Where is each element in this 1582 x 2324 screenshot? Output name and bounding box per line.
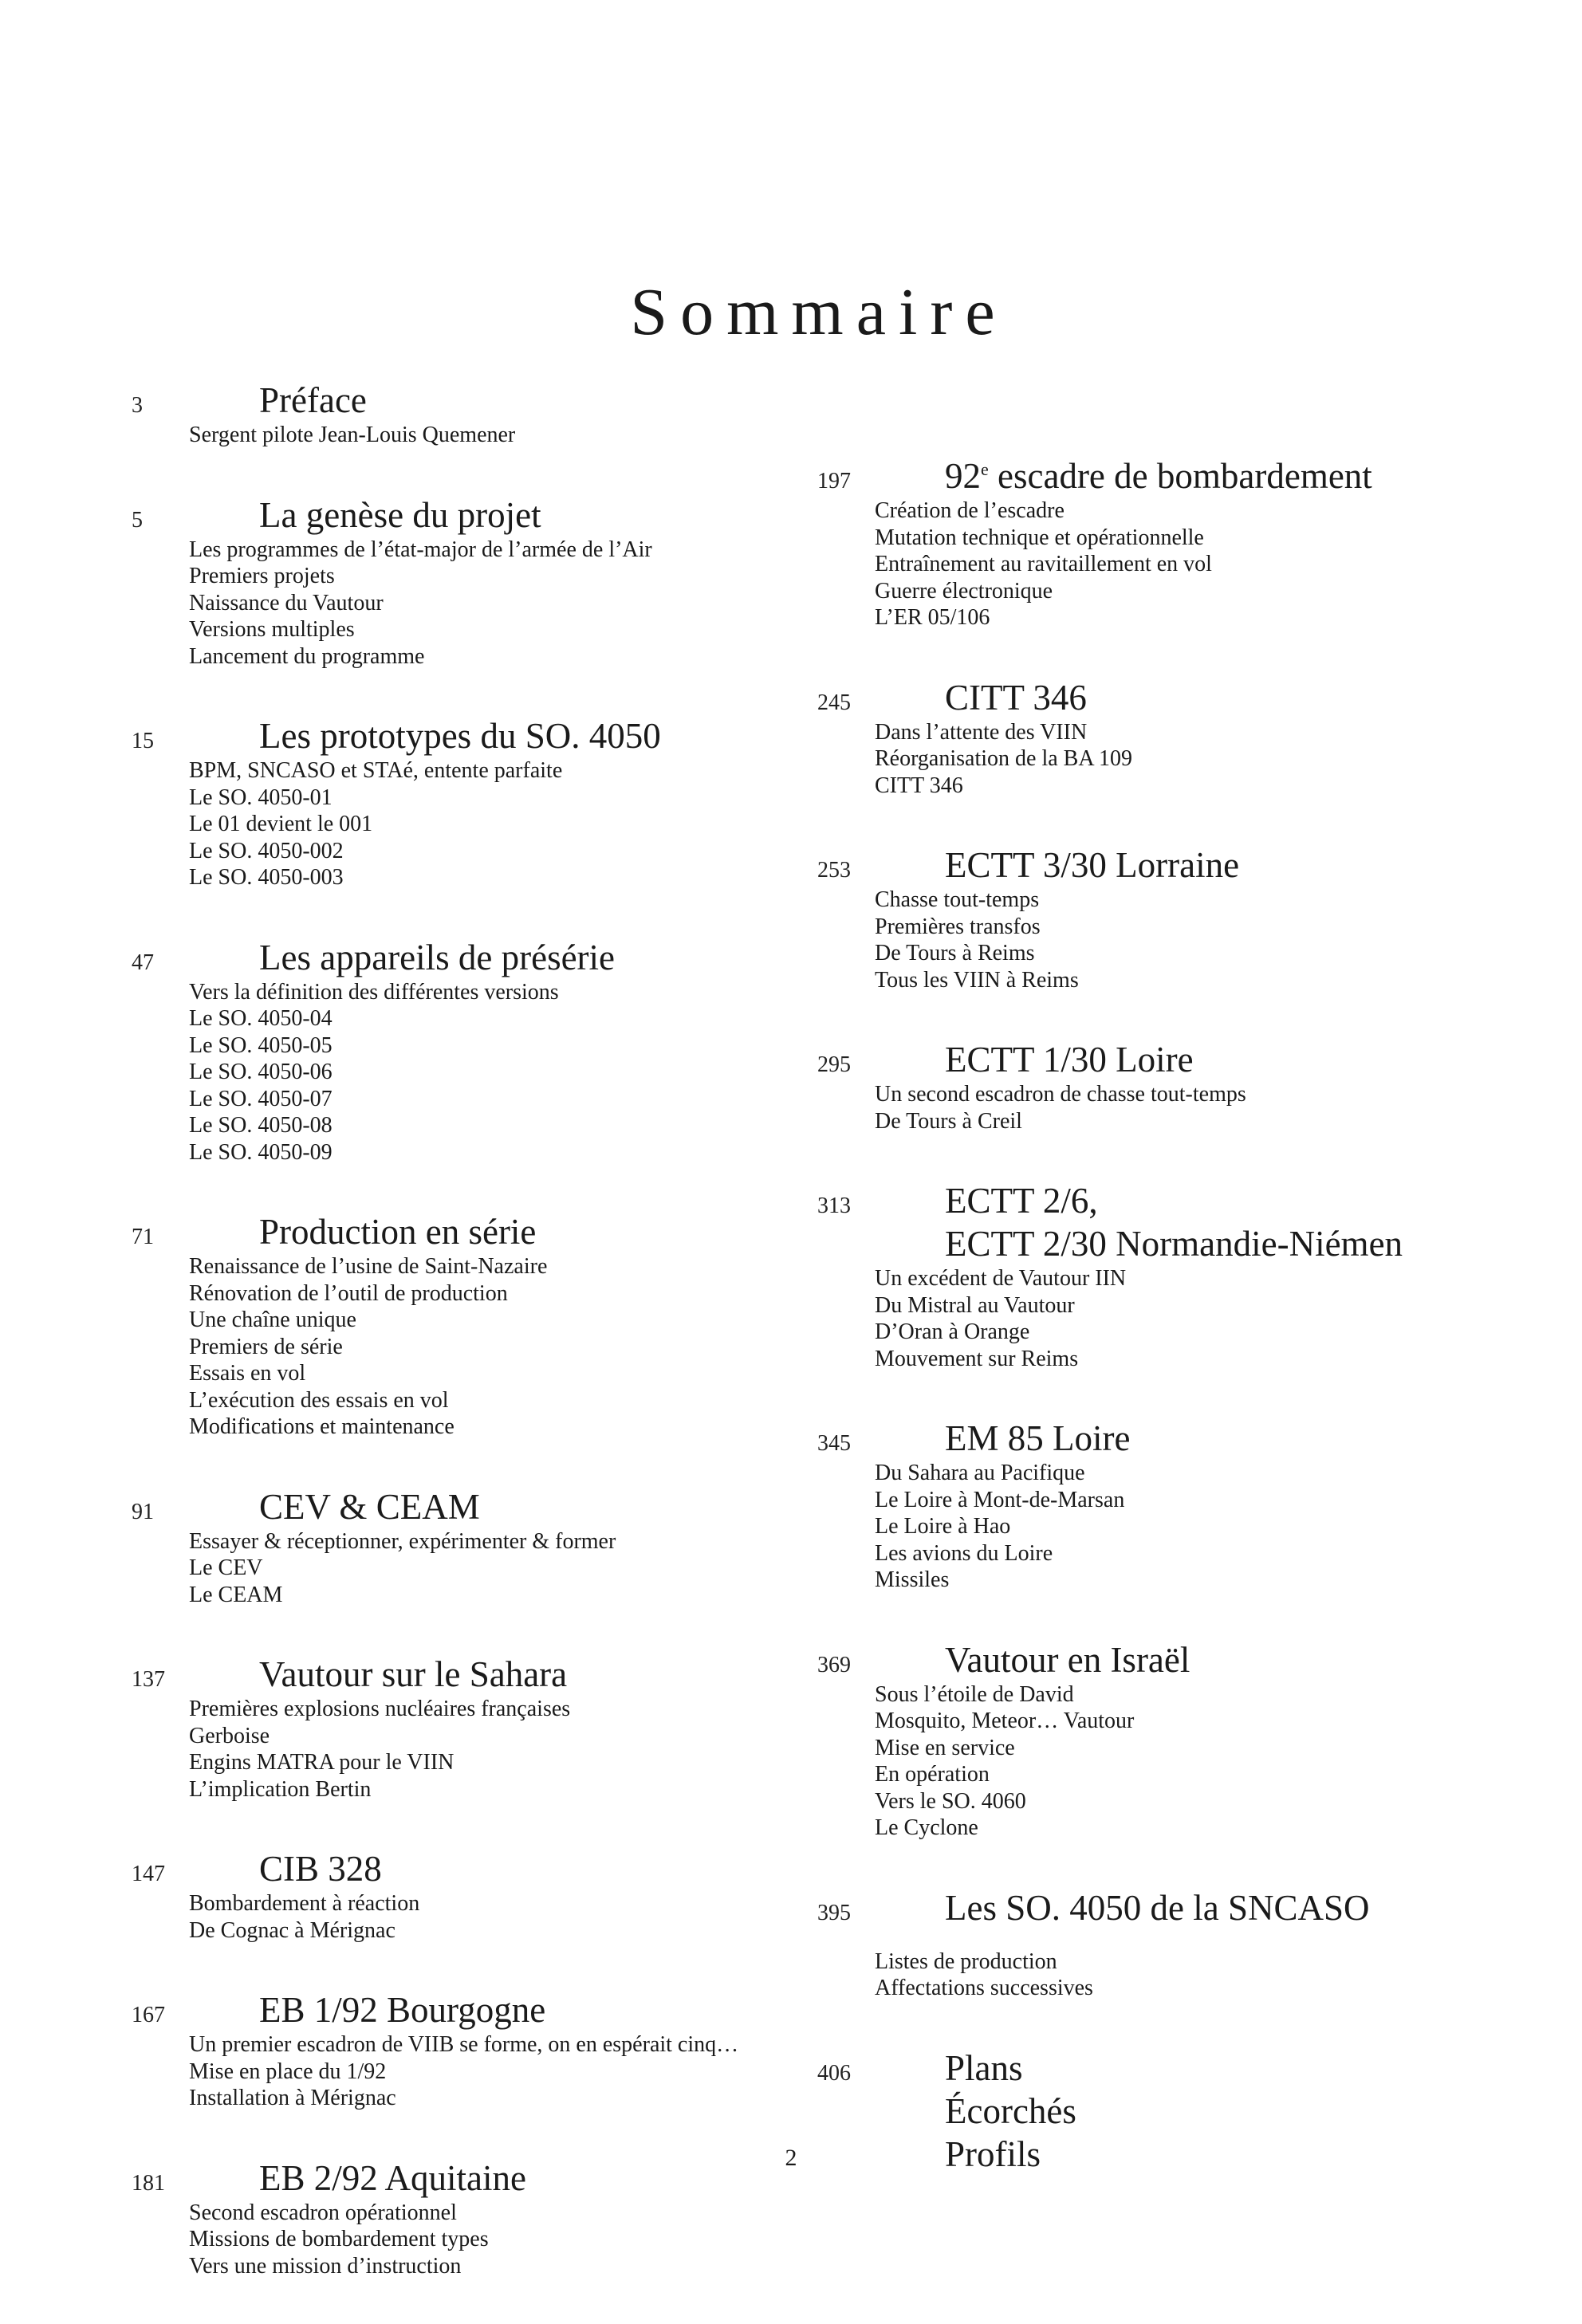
toc-subsection-item: Création de l’escadre (875, 498, 1065, 523)
toc-subsection-item: Mise en place du 1/92 (189, 2059, 387, 2084)
toc-page-number: 137 (132, 1667, 165, 1692)
toc-subsection-item: Affectations successives (875, 1976, 1093, 2000)
toc-subsection-list (189, 757, 801, 891)
toc-subsection-list (189, 2200, 801, 2280)
toc-section (817, 454, 1535, 631)
toc-subsection-item: Vers le SO. 4060 (875, 1788, 1026, 1814)
toc-subsection-item: D’Oran à Orange (875, 1319, 1030, 1344)
toc-subsection-item: Bombardement à réaction (189, 1891, 420, 1916)
toc-subsection-item: Le 01 devient le 001 (189, 812, 373, 836)
toc-subsection-list (189, 1890, 801, 1944)
toc-subsection-item: Les avions du Loire (875, 1540, 1053, 1566)
toc-subsection-item: De Tours à Reims (875, 941, 1035, 965)
toc-subsection-item: Le SO. 4050-08 (189, 1113, 333, 1138)
toc-subsection-item: Le SO. 4050-01 (189, 784, 333, 810)
toc-subsection-item: Premiers projets (189, 564, 335, 588)
toc-section-heading: Vautour sur le Sahara (259, 1654, 568, 1694)
toc-subsection-item: Versions multiples (189, 617, 355, 642)
toc-section (132, 936, 801, 1166)
toc-subsection-item: Missions de bombardement types (189, 2227, 489, 2251)
toc-section-heading: Les prototypes du SO. 4050 (259, 716, 661, 756)
toc-subsection-item: Le Cyclone (875, 1815, 978, 1840)
toc-subsection-item: Le CEV (189, 1555, 263, 1580)
toc-subsection-list (875, 719, 1535, 800)
toc-subsection-item: Dans l’attente des VIIN (875, 719, 1088, 745)
toc-subsection-item: Le SO. 4050-07 (189, 1086, 333, 1111)
toc-page-number: 15 (132, 729, 154, 753)
toc-subsection-item: Mise en service (875, 1735, 1015, 1760)
toc-subsection-item: Une chaîne unique (189, 1307, 356, 1332)
toc-page-number: 147 (132, 1862, 165, 1886)
toc-subsection-item: Le SO. 4050-04 (189, 1006, 333, 1031)
toc-subsection-item: Vers une mission d’instruction (189, 2253, 462, 2279)
toc-subsection-item: Engins MATRA pour le VIIN (189, 1750, 455, 1775)
toc-subsection-item: Un premier escadron de VIIB se forme, on en espérait cinq… (189, 2032, 739, 2057)
toc-subsection-item: Essayer & réceptionner, expérimenter & former (189, 1528, 616, 1554)
toc-section (817, 1179, 1535, 1372)
toc-section (132, 1653, 801, 1803)
toc-subsection-item: Le SO. 4050-003 (189, 865, 344, 890)
toc-section (132, 1210, 801, 1441)
toc-section-heading: Vautour en Israël (945, 1639, 1190, 1680)
toc-subsection-item: Premières transfos (875, 914, 1041, 939)
toc-section (817, 676, 1535, 800)
toc-subsection-item: L’exécution des essais en vol (189, 1387, 449, 1413)
toc-subsection-item: Le Loire à Mont-de-Marsan (875, 1487, 1125, 1512)
toc-section-heading: Les appareils de présérie (259, 937, 616, 977)
toc-page-number: 395 (817, 1900, 851, 1925)
toc-subsection-item: Les programmes de l’état-major de l’armée de l’Air (189, 537, 652, 562)
toc-subsection-item: BPM, SNCASO et STAé, entente parfaite (189, 758, 563, 783)
toc-subsection-list (189, 979, 801, 1166)
toc-section-heading: Les SO. 4050 de la SNCASO (945, 1887, 1370, 1928)
toc-subsection-item: Le SO. 4050-002 (189, 838, 344, 863)
toc-section (817, 1886, 1535, 2002)
toc-subsection-item: Naissance du Vautour (189, 590, 384, 615)
toc-section (132, 379, 801, 449)
toc-subsection-list (875, 1681, 1535, 1842)
toc-subsection-item: En opération (875, 1762, 990, 1787)
toc-subsection-item: Premiers de série (189, 1334, 343, 1359)
toc-subsection-item: Un second escadron de chasse tout-temps (875, 1082, 1246, 1107)
toc-subsection-item: De Cognac à Mérignac (189, 1917, 396, 1943)
toc-subsection-item: Mutation technique et opérationnelle (875, 525, 1204, 550)
heading-superscript: e (981, 459, 989, 479)
toc-subsection-item: Chasse tout-temps (875, 887, 1040, 912)
toc-section-heading: ECTT 2/30 Normandie-Niémen (945, 1224, 1403, 1264)
toc-right-column (817, 454, 1535, 2220)
toc-subsection-list (189, 422, 801, 449)
toc-subsection-item: Renaissance de l’usine de Saint-Nazaire (189, 1254, 548, 1279)
toc-page-number: 91 (132, 1499, 154, 1524)
toc-subsection-item: Un excédent de Vautour IIN (875, 1266, 1127, 1291)
toc-section-heading: La genèse du projet (259, 494, 541, 535)
toc-subsection-item: Du Sahara au Pacifique (875, 1461, 1085, 1485)
toc-subsection-item: Gerboise (189, 1723, 270, 1748)
toc-section-heading: Préface (259, 380, 367, 420)
toc-section-heading: Profils (945, 2133, 1041, 2174)
heading-number: 92 (945, 456, 981, 496)
toc-subsection-list (189, 2031, 801, 2112)
toc-subsection-item: Du Mistral au Vautour (875, 1292, 1075, 1318)
toc-subsection-item: Installation à Mérignac (189, 2086, 396, 2110)
toc-subsection-item: Le SO. 4050-09 (189, 1139, 333, 1165)
toc-section (132, 1485, 801, 1609)
toc-subsection-item: L’implication Bertin (189, 1776, 372, 1802)
toc-subsection-item: Listes de production (875, 1948, 1057, 1974)
toc-section (817, 843, 1535, 993)
toc-subsection-item: Entraînement au ravitaillement en vol (875, 552, 1212, 576)
toc-page-number: 313 (817, 1193, 851, 1218)
toc-page-number: 3 (132, 393, 143, 418)
toc-subsection-item: Mosquito, Meteor… Vautour (875, 1709, 1135, 1733)
toc-section (132, 2157, 801, 2280)
heading-text: escadre de bombardement (988, 456, 1372, 496)
toc-section-heading: EB 2/92 Aquitaine (259, 2157, 526, 2198)
toc-section-heading: CEV & CEAM (259, 1486, 480, 1527)
toc-subsection-item: Vers la définition des différentes versions (189, 979, 559, 1005)
toc-subsection-item: CITT 346 (875, 773, 963, 798)
toc-subsection-item: Rénovation de l’outil de production (189, 1280, 508, 1306)
toc-page-number: 181 (132, 2170, 165, 2196)
toc-section-heading: Production en série (259, 1212, 537, 1252)
toc-subsection-list (189, 1253, 801, 1441)
toc-subsection-item: Le SO. 4050-06 (189, 1060, 333, 1084)
toc-page-number: 245 (817, 690, 851, 715)
toc-subsection-list (875, 1948, 1535, 2002)
toc-subsection-list (875, 1081, 1535, 1134)
toc-subsection-item: Essais en vol (189, 1361, 306, 1386)
toc-subsection-list (875, 1265, 1535, 1372)
page-title: Sommaire (630, 275, 1008, 349)
toc-section-heading: ECTT 1/30 Loire (945, 1040, 1194, 1079)
toc-page-number: 253 (817, 858, 851, 883)
toc-section-heading: ECTT 2/6, (945, 1181, 1098, 1221)
toc-page-number: 71 (132, 1225, 154, 1249)
toc-section-heading: Plans (945, 2047, 1023, 2088)
toc-subsection-item: Missiles (875, 1567, 950, 1592)
toc-subsection-item: L’ER 05/106 (875, 605, 990, 630)
toc-subsection-item: De Tours à Creil (875, 1108, 1022, 1134)
toc-section (817, 1638, 1535, 1842)
toc-subsection-item: Le CEAM (189, 1582, 283, 1607)
toc-subsection-item: Premières explosions nucléaires françaises (189, 1697, 571, 1721)
toc-subsection-list (875, 887, 1535, 993)
toc-section (132, 1988, 801, 2112)
toc-page-number: 197 (817, 469, 851, 494)
toc-left-column (132, 379, 801, 2324)
page-footer-number: 2 (785, 2145, 797, 2171)
toc-section (132, 714, 801, 891)
toc-subsection-list (189, 537, 801, 670)
toc-page-number: 47 (132, 950, 154, 975)
toc-subsection-item: Lancement du programme (189, 643, 425, 669)
toc-subsection-item: Réorganisation de la BA 109 (875, 746, 1132, 771)
toc-subsection-item: Sergent pilote Jean-Louis Quemener (189, 423, 516, 447)
toc-subsection-item: Modifications et maintenance (189, 1414, 455, 1439)
toc-section-heading: EB 1/92 Bourgogne (259, 1990, 546, 2030)
toc-subsection-list (189, 1696, 801, 1803)
toc-subsection-item: Le SO. 4050-05 (189, 1032, 333, 1058)
toc-page-number: 295 (817, 1052, 851, 1077)
toc-page-number: 5 (132, 507, 143, 533)
toc-section (817, 1417, 1535, 1594)
toc-page-number: 369 (817, 1652, 851, 1677)
toc-subsection-item: Le Loire à Hao (875, 1514, 1011, 1539)
toc-page-number: 345 (817, 1431, 851, 1456)
toc-section-heading (945, 454, 1535, 497)
toc-subsection-item: Sous l’étoile de David (875, 1681, 1074, 1707)
toc-subsection-list (875, 497, 1535, 631)
toc-page-number: 406 (817, 2060, 851, 2086)
toc-section-heading: CITT 346 (945, 677, 1087, 718)
toc-subsection-list (189, 1528, 801, 1609)
toc-section (817, 1038, 1535, 1134)
toc-subsection-item: Tous les VIIN à Reims (875, 967, 1079, 993)
toc-section-heading: EM 85 Loire (945, 1418, 1131, 1458)
toc-page-number: 167 (132, 2003, 165, 2027)
toc-subsection-item: Second escadron opérationnel (189, 2200, 457, 2225)
toc-subsection-item: Guerre électronique (875, 578, 1053, 604)
toc-section-heading: CIB 328 (259, 1849, 382, 1889)
toc-section (132, 494, 801, 670)
toc-subsection-item: Mouvement sur Reims (875, 1346, 1079, 1371)
toc-section (132, 1847, 801, 1944)
toc-subsection-list (875, 1460, 1535, 1594)
toc-section-heading: ECTT 3/30 Lorraine (945, 845, 1240, 885)
toc-section-heading: Écorchés (945, 2090, 1076, 2131)
